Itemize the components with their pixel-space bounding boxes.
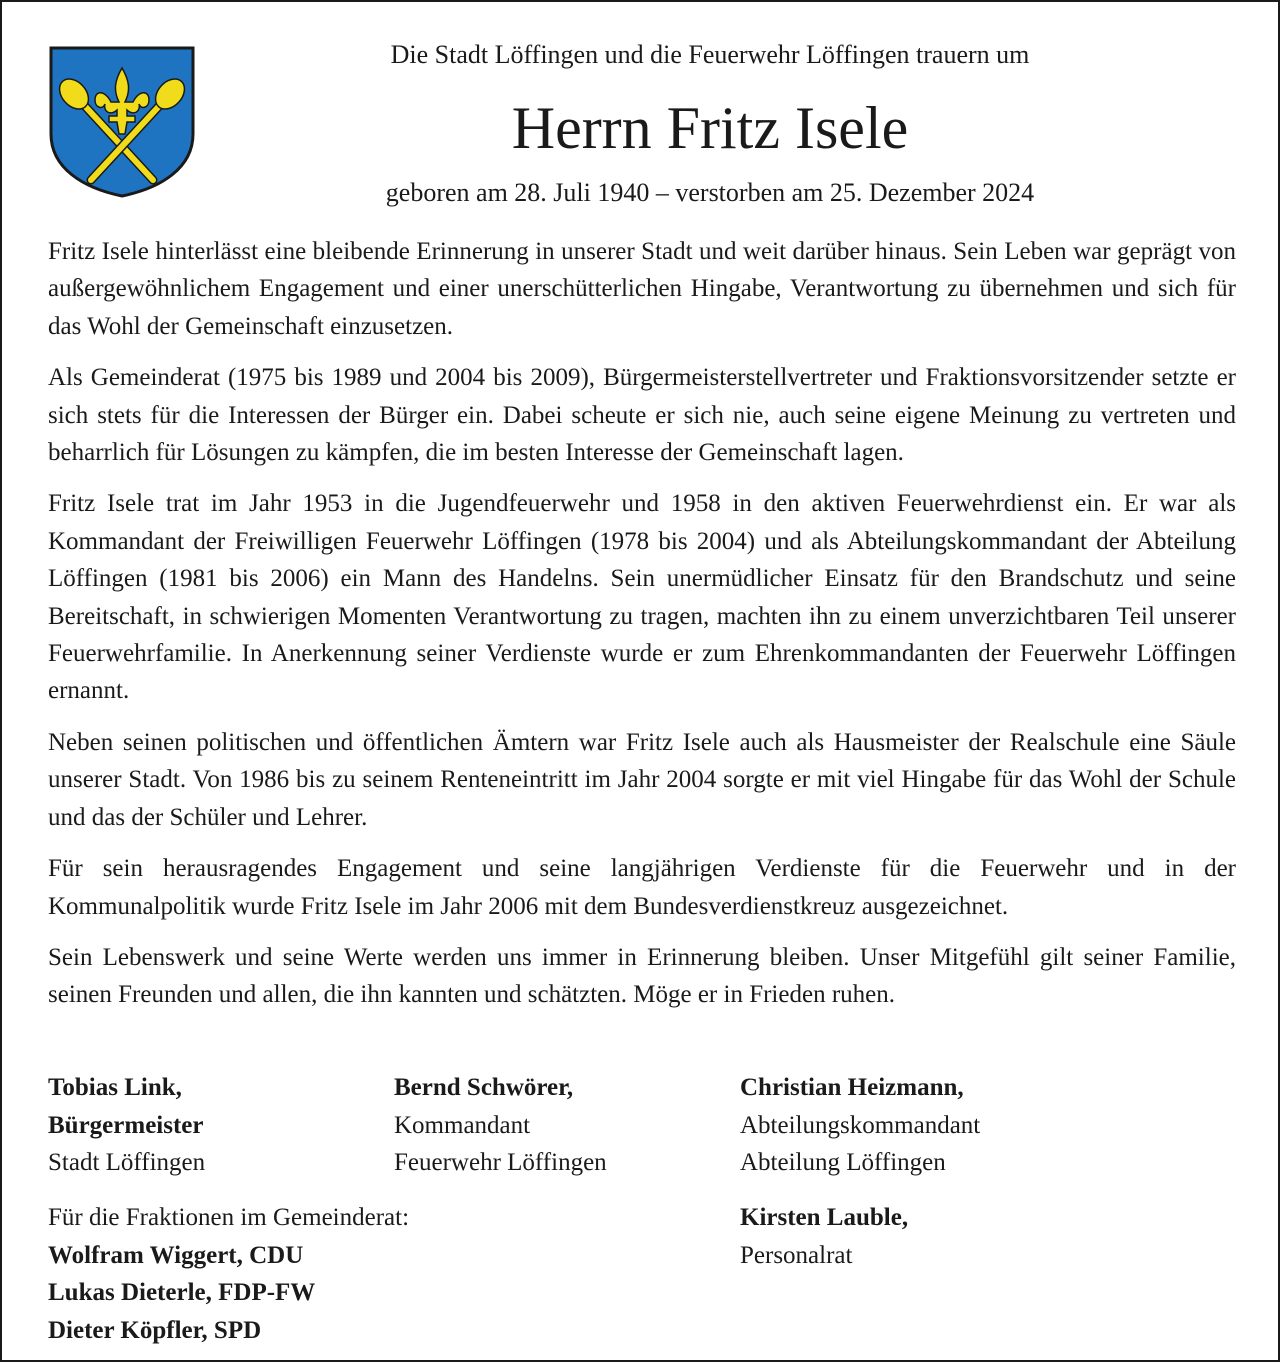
signer-org: Stadt Löffingen	[48, 1149, 206, 1177]
paragraph: Sein Lebenswerk und seine Werte werden uns immer in Erinnerung bleiben. Unser Mitgefühl gilt seiner Familie, seinen Freunden und allen, die ihn kannten und schätzten. Möge er in Frieden ruhen.	[48, 943, 1236, 1009]
signature-link	[48, 1069, 205, 1182]
signature-heizmann	[740, 1069, 980, 1182]
signature-schwoerer	[394, 1069, 607, 1182]
fraktion-member: Lukas Dieterle, FDP-FW	[48, 1279, 316, 1307]
coat-of-arms-icon	[49, 46, 195, 198]
fraktionen-label: Für die Fraktionen im Gemeinderat:	[48, 1204, 410, 1231]
paragraph: Fritz Isele hinterlässt eine bleibende Erinnerung in unserer Stadt und weit darüber hinaus. Sein Leben war geprägt von außergewöhnlichem Engagement und einer unerschütterlichen Hingabe, Verantwortung zu übernehmen und sich für das Wohl der Gemeinschaft einzusetzen.	[48, 238, 1236, 340]
paragraph: Neben seinen politischen und öffentlichen Ämtern war Fritz Isele auch als Hausmeister der Realschule eine Säule unserer Stadt. Von 1986 bis zu seinem Renteneintritt im Jahr 2004 sorgte er mit viel Hingabe für das Wohl der Schule und das der Schüler und Lehrer.	[48, 728, 1236, 831]
deceased-name: Herrn Fritz Isele	[511, 95, 909, 161]
paragraph: Für sein herausragendes Engagement und seine langjährigen Verdienste für die Feuerwehr und in der Kommunalpolitik wurde Fritz Isele im Jahr 2006 mit dem Bundesverdienstkreuz ausgezeichnet.	[48, 855, 1236, 920]
signer-name: Kirsten Lauble,	[740, 1204, 909, 1231]
obituary-text	[48, 233, 1236, 1028]
signer-title: Bürgermeister	[48, 1111, 204, 1139]
signer-title: Abteilungskommandant	[740, 1111, 981, 1139]
signer-org: Abteilung Löffingen	[740, 1149, 946, 1177]
signature-lauble	[740, 1199, 908, 1274]
paragraph: Als Gemeinderat (1975 bis 1989 und 2004 bis 2009), Bürgermeisterstellvertreter und Fraktionsvorsitzender setzte er sich stets für die Interessen der Bürger ein. Dabei scheute er sich nie, auch seine eigene Meinung zu vertreten und beharrlich für Lösungen zu kämpfen, die im besten Interesse der Gemeinschaft lagen.	[48, 364, 1236, 467]
signer-name: Tobias Link,	[48, 1074, 182, 1101]
signer-title: Kommandant	[394, 1111, 531, 1139]
intro-line: Die Stadt Löffingen und die Feuerwehr Löffingen trauern um	[390, 40, 1030, 69]
fraktion-member: Wolfram Wiggert, CDU	[48, 1241, 304, 1269]
paragraph: Fritz Isele trat im Jahr 1953 in die Jugendfeuerwehr und 1958 in den aktiven Feuerwehrdienst ein. Er war als Kommandant der Freiwilligen Feuerwehr Löffingen (1978 bis 2004) und als Abteilungskommandant der Abteilung Löffingen (1981 bis 2006) ein Mann des Handelns. Sein unermüdlicher Einsatz für den Brandschutz und seine Bereitschaft, in schwierigen Momenten Verantwortung zu tragen, machten ihn zu einem unverzichtbaren Teil unserer Feuerwehrfamilie. In Anerkennung seiner Verdienste wurde er zum Ehrenkommandanten der Feuerwehr Löffingen ernannt.	[48, 490, 1236, 705]
signer-title: Personalrat	[740, 1241, 853, 1269]
signature-fraktionen	[48, 1199, 409, 1349]
signer-name: Christian Heizmann,	[740, 1074, 964, 1101]
fraktion-member: Dieter Köpfler, SPD	[48, 1316, 262, 1344]
signer-org: Feuerwehr Löffingen	[394, 1149, 607, 1177]
life-dates: geboren am 28. Juli 1940 – verstorben am 25. Dezember 2024	[385, 178, 1035, 207]
signer-name: Bernd Schwörer,	[394, 1074, 574, 1101]
